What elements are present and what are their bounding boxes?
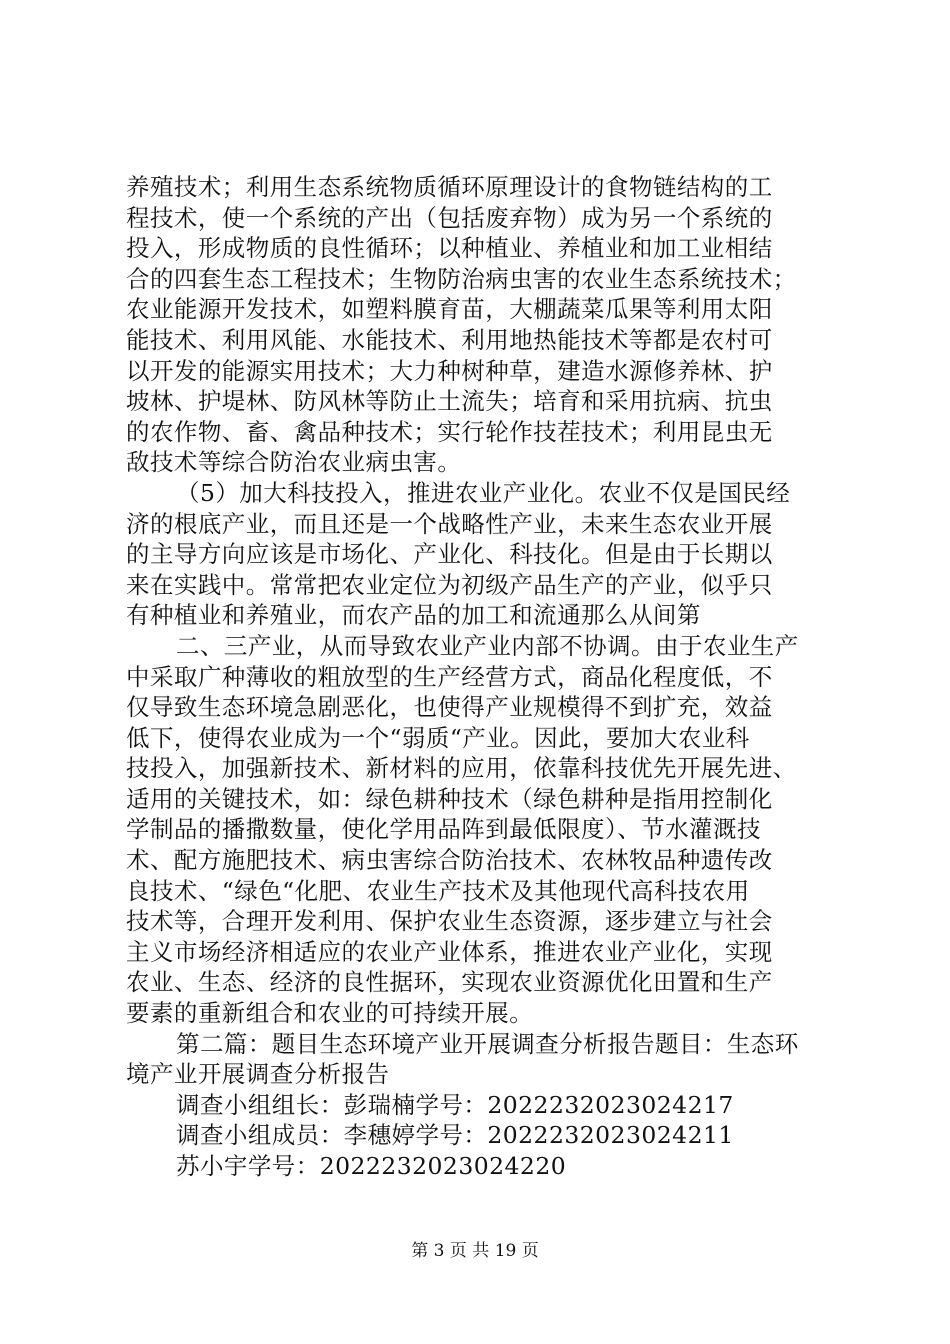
text-line: 术、配方施肥技术、病虫害综合防治技术、农林牧品种遗传改 — [126, 846, 773, 875]
text-line: 要素的重新组合和农业的可持续开展。 — [126, 999, 534, 1028]
text-line: 敌技术等综合防治农业病虫害。 — [126, 448, 462, 477]
text-line: 来在实践中。常常把农业定位为初级产品生产的产业，似乎只 — [126, 570, 773, 599]
text-line: 适用的关键技术，如：绿色耕种技术（绿色耕种是指用控制化 — [126, 784, 773, 813]
text-line: 坡林、护堤林、防风林等防止土流失；培育和采用抗病、抗虫 — [126, 387, 773, 416]
text-line: 主义市场经济相适应的农业产业体系，推进农业产业化，实现 — [126, 937, 773, 966]
text-line: 技术等，合理开发利用、保护农业生态资源，逐步建立与社会 — [126, 907, 773, 936]
text-line: 农业、生态、经济的良性据环，实现农业资源优化田置和生产 — [126, 968, 773, 997]
text-line: 养殖技术；利用生态系统物质循环原理设计的食物链结构的工 — [126, 173, 773, 201]
team-member-line: 调查小组成员：李穗婷学号：2022232023024211 — [176, 1121, 734, 1150]
text-line: 良技术、“绿色“化肥、农业生产技术及其他现代高科技农用 — [126, 876, 750, 905]
text-line: 有种植业和养殖业，而农产品的加工和流通那么从间第 — [126, 601, 701, 630]
body-text — [126, 172, 836, 1182]
text-line: 学制品的播撒数量，使化学用品阵到最低限度）、节水灌溉技 — [126, 815, 761, 844]
text-line: 技投入，加强新技术、新材料的应用，依靠科技优先开展先进、 — [126, 754, 797, 783]
text-line: 仅导致生态环境急剧恶化，也使得产业规模得不到扩充，效益 — [126, 693, 773, 722]
text-line: 合的四套生态工程技术；生物防治病虫害的农业生态系统技术； — [126, 264, 797, 293]
team-leader-line: 调查小组组长：彭瑞楠学号：2022232023024217 — [176, 1090, 734, 1119]
text-line: 以开发的能源实用技术；大力种树种草，建造水源修养林、护 — [126, 356, 773, 385]
text-line: 低下，使得农业成为一个“弱质“产业。因此，要加大农业科 — [126, 723, 750, 752]
text-line: 的农作物、畜、禽品种技术；实行轮作技茬技术；利用昆虫无 — [126, 417, 773, 446]
text-line: 投入，形成物质的良性循环；以种植业、养植业和加工业相结 — [126, 234, 773, 263]
section-heading-line: 境产业开展调查分析报告 — [126, 1060, 390, 1089]
text-line: 能技术、利用风能、水能技术、利用地热能技术等都是农村可 — [126, 325, 773, 354]
text-line: 济的根底产业，而且还是一个战略性产业，未来生态农业开展 — [126, 509, 773, 538]
section-heading-line: 第二篇：题目生态环境产业开展调查分析报告题目：生态环 — [176, 1029, 799, 1058]
text-line: 中采取广种薄收的粗放型的生产经营方式，商品化程度低，不 — [126, 662, 773, 691]
text-line: 的主导方向应该是市场化、产业化、科技化。但是由于长期以 — [126, 540, 773, 569]
paragraph-start-line: （5）加大科技投入，推进农业产业化。农业不仅是国民经 — [176, 478, 791, 507]
text-line: 程技术，使一个系统的产出（包括废弃物）成为另一个系统的 — [126, 203, 773, 232]
text-line: 农业能源开发技术，如塑料膜育苗，大棚蔬菜瓜果等利用太阳 — [126, 295, 773, 324]
page-number-footer: 第 3 页 共 19 页 — [411, 1241, 539, 1261]
paragraph-start-line: 二、三产业，从而导致农业产业内部不协调。由于农业生产 — [176, 631, 799, 660]
team-member-line: 苏小宇学号：2022232023024220 — [176, 1152, 567, 1180]
